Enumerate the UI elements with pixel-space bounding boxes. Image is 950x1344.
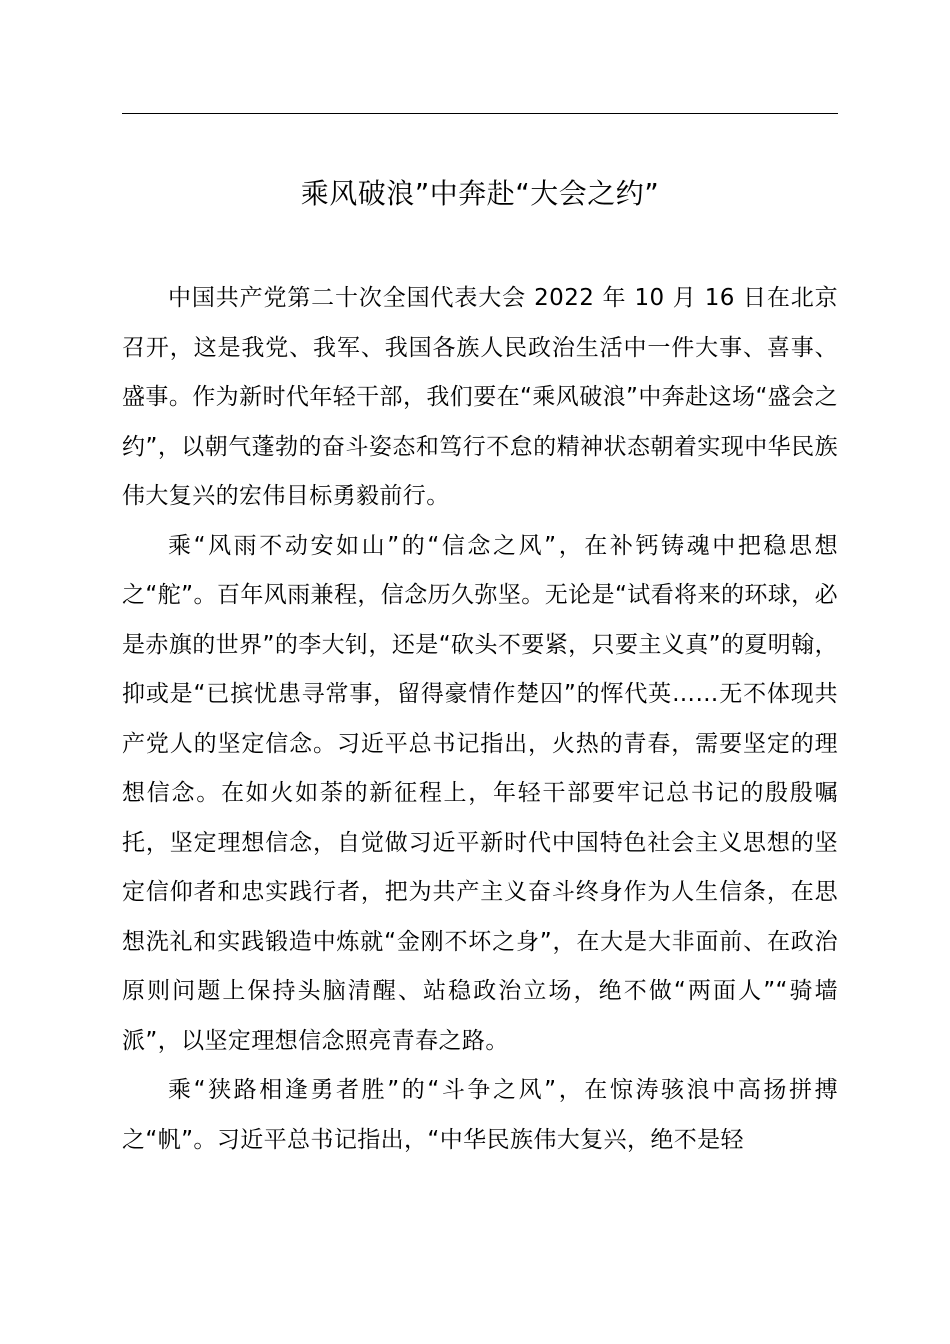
document-body: [122, 274, 838, 1165]
paragraph-intro: 中国共产党第二十次全国代表大会 2022 年 10 月 16 日在北京召开，这是我党、我军、我国各族人民政治生活中一件大事、喜事、盛事。作为新时代年轻干部，我们要在“乘风破浪”中奔赴这场“盛会之约”，以朝气蓬勃的奋斗姿态和笃行不怠的精神状态朝着实现中华民族伟大复兴的宏伟目标勇毅前行。: [122, 285, 838, 509]
paragraph-struggle: 乘“狭路相逢勇者胜”的“斗争之风”，在惊涛骇浪中高扬拼搏之“帆”。习近平总书记指出，“中华民族伟大复兴，绝不是轻: [122, 1077, 838, 1153]
paragraph-faith: 乘“风雨不动安如山”的“信念之风”，在补钙铸魂中把稳思想之“舵”。百年风雨兼程，信念历久弥坚。无论是“试看将来的环球，必是赤旗的世界”的李大钊，还是“砍头不要紧，只要主义真”的夏明翰，抑或是“已摈忧患寻常事，留得豪情作楚囚”的恽代英……无不体现共产党人的坚定信念。习近平总书记指出，火热的青春，需要坚定的理想信念。在如火如荼的新征程上，年轻干部要牢记总书记的殷殷嘱托，坚定理想信念，自觉做习近平新时代中国特色社会主义思想的坚定信仰者和忠实践行者，把为共产主义奋斗终身作为人生信条，在思想洗礼和实践锻造中炼就“金刚不坏之身”，在大是大非面前、在政治原则问题上保持头脑清醒、站稳政治立场，绝不做“两面人”“骑墙派”，以坚定理想信念照亮青春之路。: [122, 532, 838, 1054]
document-title: 乘风破浪”中奔赴“大会之约”: [300, 177, 660, 210]
header-rule: [122, 113, 838, 114]
